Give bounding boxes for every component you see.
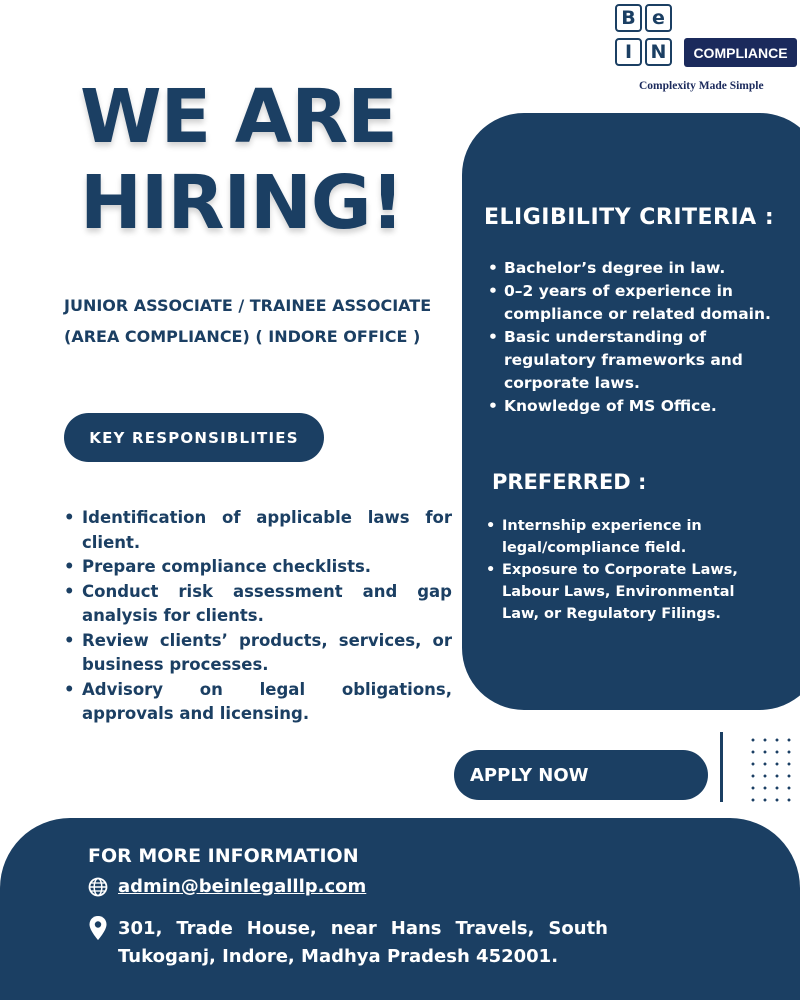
eligibility-panel — [462, 113, 800, 710]
divider-line — [720, 732, 723, 802]
office-address: 301, Trade House, near Hans Travels, South Tukoganj, Indore, Madhya Pradesh 452001. — [118, 918, 608, 967]
eligibility-item: • Bachelor’s degree in law. — [488, 257, 798, 280]
responsibility-item: • Conduct risk assessment and gap analysis for clients. — [64, 580, 452, 629]
eligibility-list — [488, 257, 798, 418]
apply-now-button[interactable]: APPLY NOW — [454, 750, 708, 800]
email-link[interactable]: admin@beinlegalllp.com — [118, 876, 367, 897]
responsibility-item: • Review clients’ products, services, or business processes. — [64, 629, 452, 678]
email-row — [88, 876, 366, 897]
globe-icon — [88, 877, 108, 897]
preferred-item: • Internship experience in legal/compliance field. — [486, 515, 746, 559]
preferred-item: • Exposure to Corporate Laws, Labour Laws, Environmental Law, or Regulatory Filings. — [486, 559, 746, 625]
contact-footer — [0, 818, 800, 1000]
address-row — [88, 915, 608, 971]
logo-letter-n: N — [645, 38, 672, 66]
location-pin-icon — [88, 915, 108, 941]
dot-pattern-decoration — [747, 734, 797, 804]
eligibility-item: • Basic understanding of regulatory frameworks and corporate laws. — [488, 326, 798, 395]
eligibility-title: ELIGIBILITY CRITERIA : — [484, 205, 775, 230]
eligibility-item: • Knowledge of MS Office. — [488, 395, 798, 418]
responsibility-item: • Prepare compliance checklists. — [64, 555, 452, 580]
key-responsibilities-heading: KEY RESPONSIBLITIES — [64, 413, 324, 462]
logo-compliance-badge: COMPLIANCE — [684, 38, 797, 67]
responsibility-item: • Identification of applicable laws for client. — [64, 506, 452, 555]
preferred-list — [486, 515, 746, 625]
logo-letter-b: B — [615, 4, 642, 32]
job-title — [64, 290, 464, 352]
hiring-headline — [80, 74, 460, 246]
logo-letter-i: I — [615, 38, 642, 66]
headline-line-1: WE ARE — [80, 74, 397, 160]
responsibilities-list — [64, 506, 452, 727]
company-logo — [615, 4, 797, 94]
footer-title: FOR MORE INFORMATION — [88, 845, 359, 867]
logo-letter-e: e — [645, 4, 672, 32]
responsibility-item: • Advisory on legal obligations, approvals and licensing. — [64, 678, 452, 727]
headline-line-2: HIRING! — [80, 160, 404, 246]
eligibility-item: • 0–2 years of experience in compliance or related domain. — [488, 280, 798, 326]
logo-tagline: Complexity Made Simple — [639, 80, 764, 92]
job-title-line-2: (AREA COMPLIANCE) ( INDORE OFFICE ) — [64, 327, 421, 346]
job-title-line-1: JUNIOR ASSOCIATE / TRAINEE ASSOCIATE — [64, 296, 432, 315]
preferred-title: PREFERRED : — [492, 470, 647, 494]
